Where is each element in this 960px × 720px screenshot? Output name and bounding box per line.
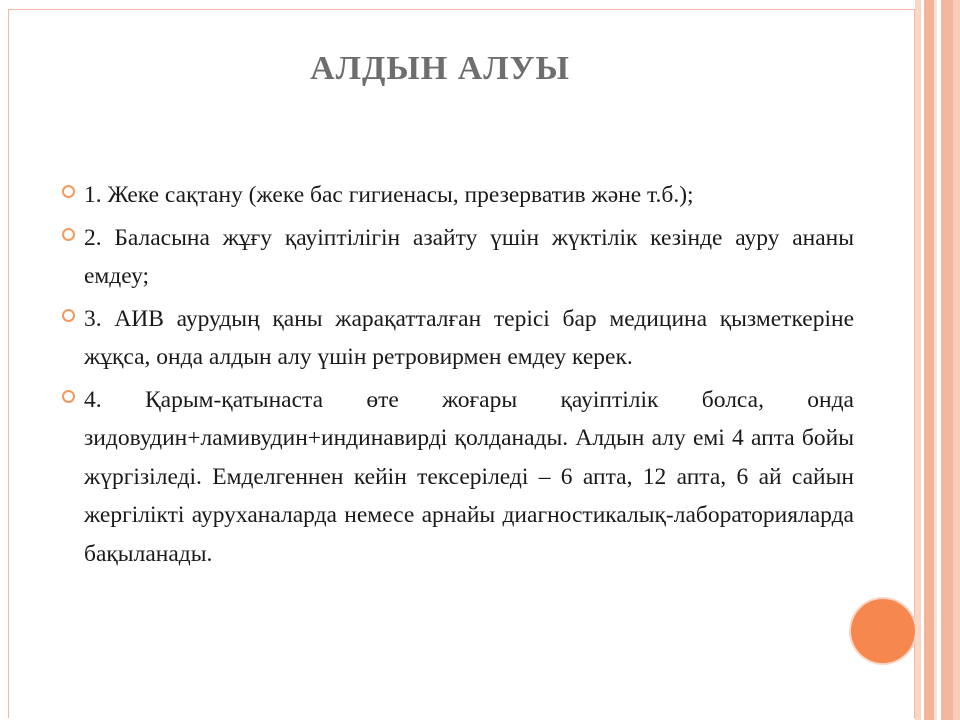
list-item [62,300,854,377]
decorative-circle [851,599,915,663]
list-item-text: 2. Баласына жұғу қауіптілігін азайту үшін жүктілік кезінде ауру ананы емдеу; [84,224,854,289]
stripe-2 [924,0,934,720]
stripe-4 [941,0,953,720]
bullet-ring-icon [62,228,75,241]
bullet-ring-icon [62,309,75,322]
list-item-text: 1. Жеке сақтану (жеке бас гигиенасы, презерватив және т.б.); [84,182,694,208]
list-item-text: 4. Қарым-қатынаста өте жоғары қауіптілік болса, онда зидовудин+ламивудин+индинавирді қолданады. Алдын алу емі 4 апта бойы жүргізіледі. Емделгеннен кейін тексеріледі – 6 апта, 12 апта, 6 ай сайын жергілікті ауруханаларда немесе арнайы диагностикалық-лабораторияларда бақыланады. [84,386,854,567]
stripe-5 [953,0,960,720]
bullet-list [62,176,854,577]
list-item [62,219,854,296]
bullet-ring-icon [62,390,75,403]
bullet-ring-icon [62,185,75,198]
slide-title: АЛДЫН АЛУЫ [310,50,570,87]
decorative-stripes [915,0,960,720]
list-item-text: 3. АИВ аурудың қаны жарақатталған терісі бар медицина қызметкеріне жұқса, онда алдын алу үшін ретровирмен емдеу керек. [84,305,854,370]
list-item [62,176,854,215]
list-item [62,381,854,574]
